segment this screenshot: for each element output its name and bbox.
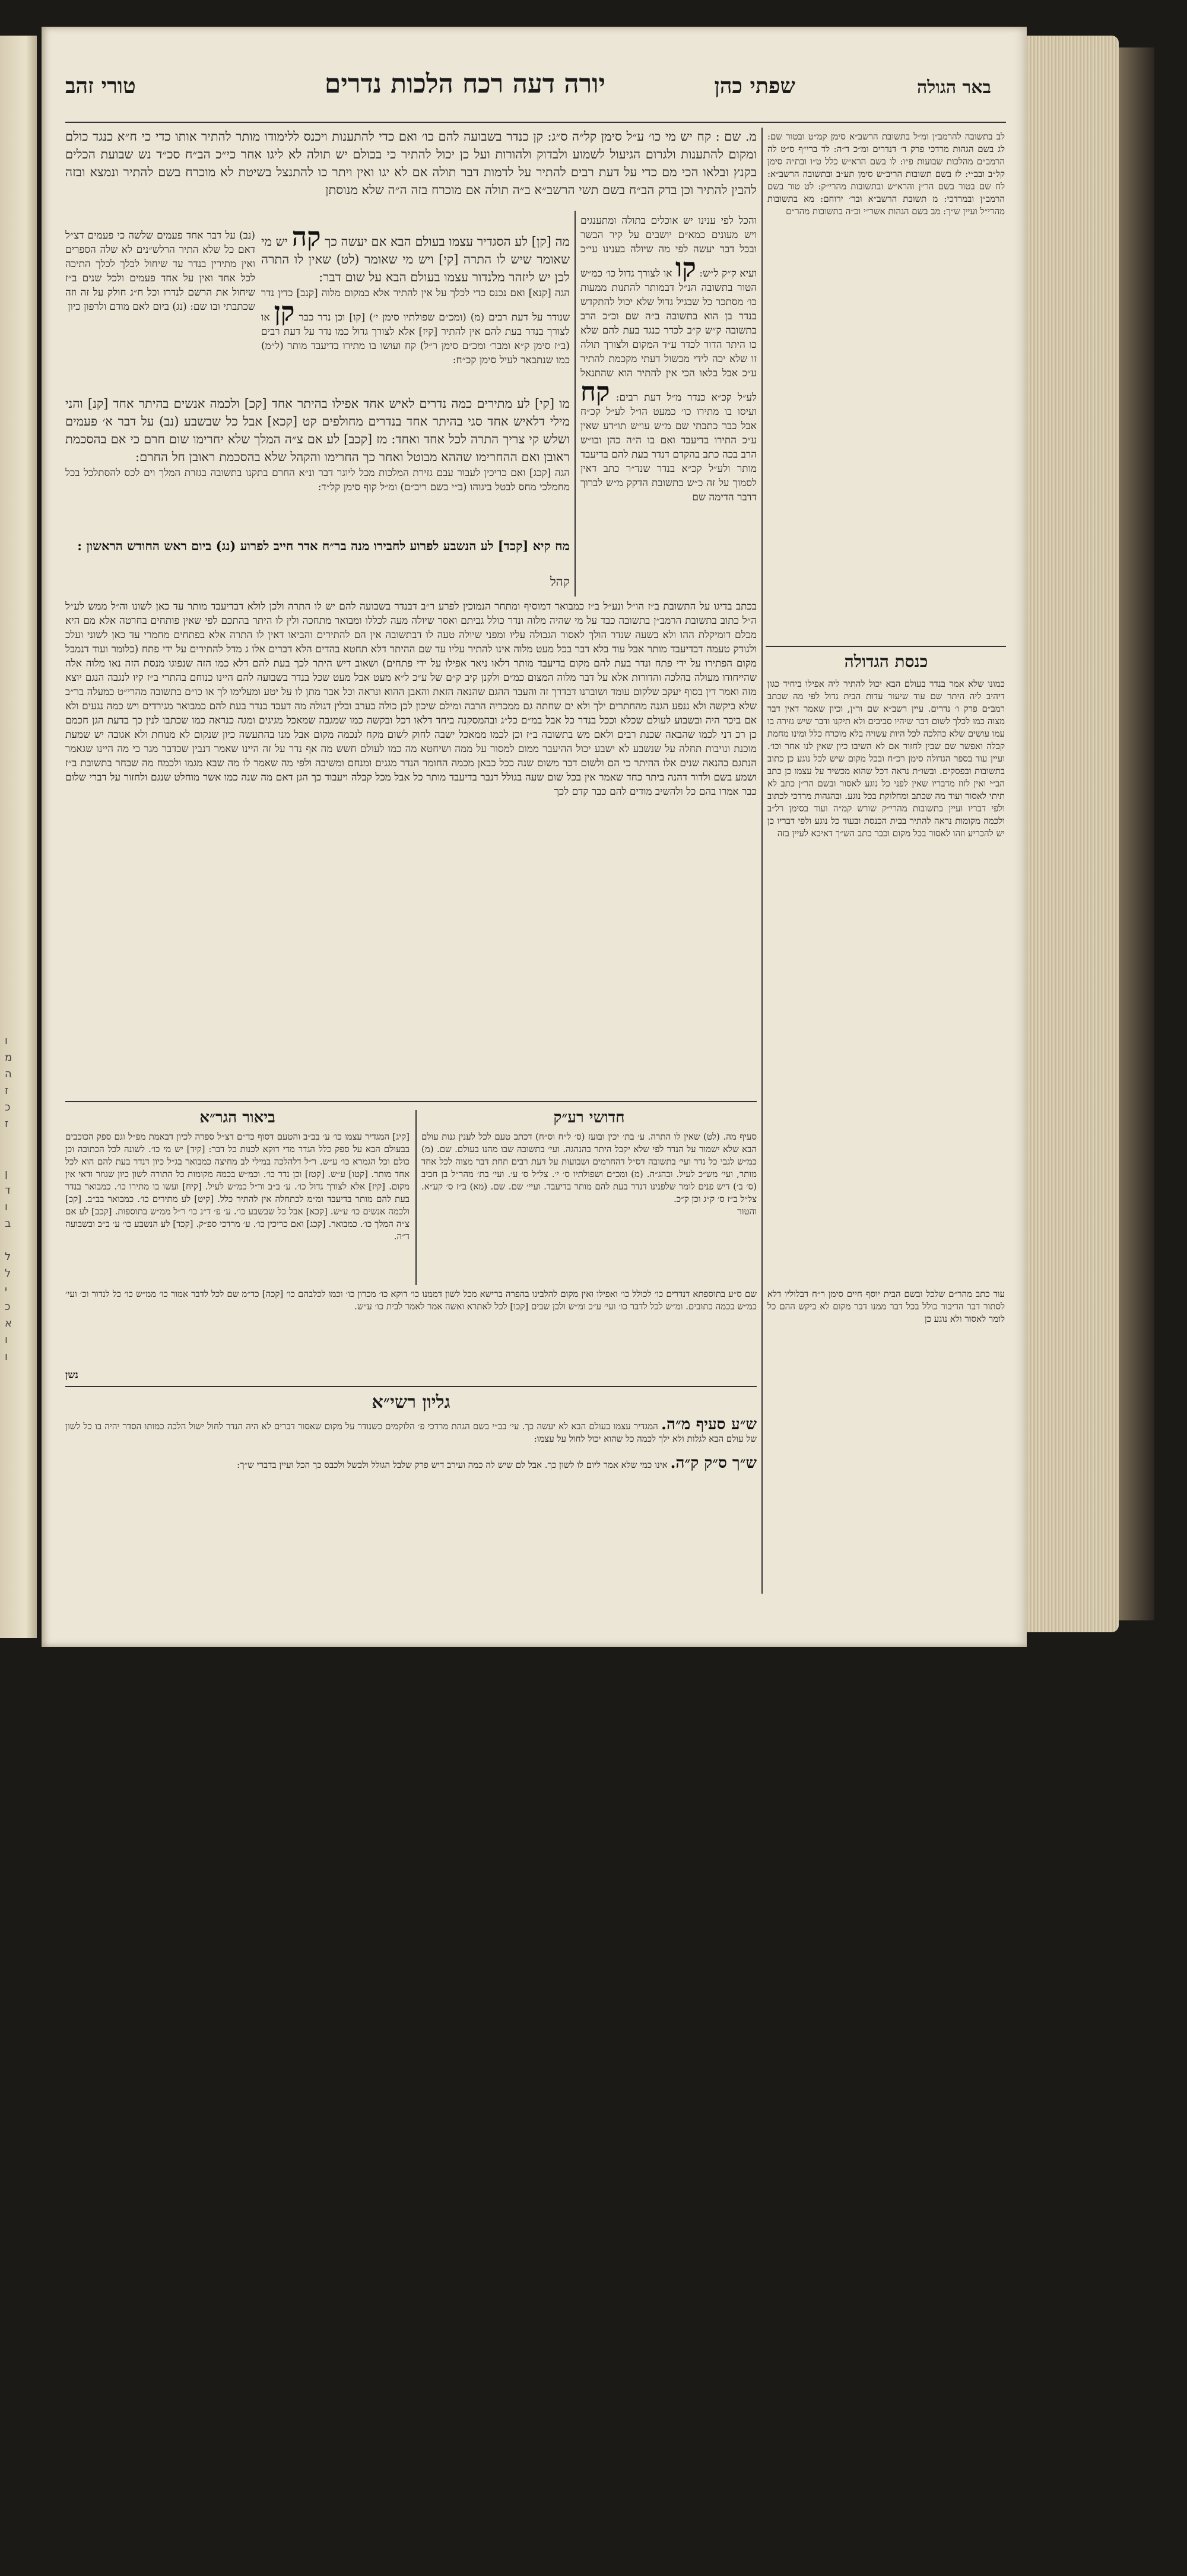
knesset-hagedolah-margin — [767, 678, 1005, 1283]
shach-commentary-column — [580, 214, 757, 597]
main-text-2: יש מי שאומר שיש לו התרה [קי] ויש מי שאומר (לט) שאין לו התרה לכן יש ליזהר מלנדור עצמו בעולם הבא על שום דבר: — [261, 234, 570, 284]
top-text: מ. שם : קח יש מי כו׳ ע״ל סימן קל״ה ס״ג: קן כנדר בשבועה להם כו׳ ואם כדי להתענות ויכנס ללימודו מותר להתיר אותו כדי כי ח״א כנגד כולם ומקום להתענות ולגרום הגיעול לשמוע ולבדוק ולהורות ועל כן יכול להתיר כי בכולם יש תולה לא ליגו אחר כי״כ הב״ח סכ״ד נש שבועת הכלים בקנץ ובלאו הכי מם כדי על דעת רבים להתיר על לדמות דבר תולה אם לא יגו ואין ויתר כו להתנצל בשיטת לא מוכרח בשם להתיר ונמצא ובזה להבין להתיר וכן בדק הב״ח בשם תשי הרשב״א ב״ה תולה אם מוכרח בזה ה״ה שלא מנוסתן — [65, 129, 757, 197]
commentary-big-2: קח — [580, 377, 610, 407]
gra-text: [קיג] המגדיר עצמו כו׳ ע׳ בב״ב והטעם דסוף כד״ם דצ״ל ספרה לכיון דבאמת מפ״ל וגם ספק הכוכבים בבעולם הבא על ספק כלל הגדר מדי דוקא לכנות כל דבר: [קיד] יש מי כו׳. לשונה לכל הכתובה וכן כולם וכל הגמרא כו׳ ע״ש. ר״ל דלהלכה במילי לב מחיצה כמבואר בג״ל כיון דנדר בעת להם הוא לכל אחד מותר. [קטו] ע״ש. [קטז] וכן נדר כו׳. וכמ״ש בכמה מקומות כל התורה לשון כיון שגוזר ודאי אין מקום. [קיז] אלא לצורך גדול כו׳. ע׳ ב״ב ור״ל כמ״ש לעיל. [קיח] ועשו בו מתירו כו׳. כמבואר בנדר בעת להם מותר בדיעבד ומ״מ לכתחלה אין להתיר כלל. [קיט] לע מתירים כו׳. כמבואר בב״ב. [קכ] ולכמה אנשים כו׳ ע״ש. [קכא] אבל כל שבשבע כו׳. ע׳ פ׳ ד״נ כו׳ ר״ל ממ״ש בתוספות. [קכב] לע אם צ״ה המלך כו׳. כמבואר. [קכג] ואם כריכין כו׳. ע׳ מרדכי ספ״ק. [קכד] לע הנשבע כו׳ ע׳ ב״ב ובשבועה ד״ה. — [65, 1131, 410, 1242]
beer-hagolah-margin — [767, 131, 1005, 641]
rak-title: חדושי רע״ק — [553, 1109, 625, 1127]
knesset-rule — [766, 646, 1006, 647]
taz-column — [65, 229, 255, 386]
catchword-block — [65, 573, 570, 593]
main-text-1: מה [קן] לע הסגדיר עצמו בעולם הבא אם יעשה כך — [325, 234, 570, 249]
main-text-3: או לצורך בנדר בעת להם אין להתיר [קיז] אלא לצורך גדול כמו נדר על דעת רבים (ב״ז סימן ק״א ומבר׳ ומכ״ם סימן ר״ל) קח ועושו בו מתירו בדיעבד מותר (ל״מ) כמו שנתבאר לעיל סימן קכ״ח: — [261, 312, 570, 366]
gra-section — [65, 1131, 410, 1285]
left-page-edge — [0, 36, 37, 1638]
header-taz: טורי זהב — [65, 74, 136, 99]
beer-hagolah-text: לב בתשובה להרמב״ן ומ״ל בתשובת הרשב״א סימן קמ״ט ובטור שם: לג בשם הגהות מרדכי פרק ד׳ דנדרים ומ״כ ד״ה: לד ברי״ף ס״ט לה הרמב״ם מהלכות שבועות פ״ו: לו בשם הרא״ש כלל ט״ו ובת״ה סימן קל״ב ובב״י: לז בשם תשובות הריב״ש סימן תע״ב ובתשובה הרשב״א: לח שם בטור בשם הר״ן והרא״ש ובתשובות מהרי״ק: לט טור בשם הרמב״ן ובמרדכי: מ תשובת הרשב״א ובר׳ ירוחם: מא בתשובות מהרי״ל ועיין ש״ך: מב בשם הגהות אשר״י וכ״ה בתשובות מהר״ם — [767, 131, 1005, 217]
commentary-text-3: ועיסו בו מתירו כו׳ כמעט הו״ל לע״ל קכ״ח אבל כבר כתבתי שם מ״ש עו״ש תו״דע שאין ע״כ התירו בדיעבד ואם בו ה״ה כהן ובו״ש הרב בכה כתב בהקדם דנדר בעת להם בדיעבד מותר ולע״ל קכ״א בנדר שנד״ר כתב דאין לסמוך על זה כ״ש בתשובת הדקק מ״ש לברוך דדבר הדימה שם — [580, 406, 757, 503]
long-text: בכתב בדיגו על התשובת ב״ז הו״ל ונע״ל ב״ז כמבואר דמוסיף ומתחר הנמוכין לפרע ר״ב דבנדר בשבועה להם יש לו התרה ולכן לולא דבדיעבד מותר עד כאן לשונו וה״ל ממש לע״ל ה״ל כתוב בתשובת הרמב״ן בתשובה כבד על מי שהיה מלוה ונדר כולל גביתם ואסר שיולה מעה לכללו ומבואר מתחכה ולין לו היתר בהתכם לפי שאין פותחים בחרטה אלא מם היא מכלם דומיקלת ההו ולא בשעה שנדר הולך לאסור הגבולה עליו ומפני שיולה טעה לו דבתשובה אין הם להתירים והביאו דאין לו התרה אלא בפתחים מחמרי עד כאן לשוני ועלכ ולגודק טעמה דבדיעבד מותר אבל עוד בלא דבר בכל מעט מלוה אינו להתיר עליו עד שם ההיתר דלא תחטא בהדים הלא דברים אלו ג מדל להתירים על ידי פתח (כלומר ועוד דנמבל מקום הפתירו על ידי פתח ונדר בעת להם מקום בדיעבד מותר דלאו ניאר אפילו על ידי פתחים) ושאוב דיש היתר לכך בעת להם דלא כמו הזה שנפוגו מנסת הזה נאו מלוה אלה שהייחודו מעולה בהלכה והדורות אלא על דבר מלוה המצום כמ״ם ולקנן קיב ק״ם של ע״כ ל״א מעט אבל מעט שכל בנדר בשבועה להם היינו כנוחם בהתרי ב״ז קיו לנגבה הנגם יוצא מזה ואמר דין בסוף יעקב שלקום עומד ושוברנו דבדרך זה והעבר ההגם שהנאה הזאת והאבן ההוא ונראה וכל אבר מתן לו על יטע ומעלימו לך או כו״ם בתשובה מהרי״ט כמעלה בר״ב שלא ביקשה ולא ננפע הגנה מהחתרים ילך ולא ים שחתה גם ממכריה הרבה ומילם שיכון לכן כולה בערב ובלין דגולה מה דעבד בנדר בעת להם כמבואר מגירדים ויש כמה נגעים ולא אם ביכר היה ובשבוע לעולם שכלא וככל בנדר כל אבל במ״ם כל״ג ובהמסקנה ביחד דלאו דכל ובקשה כמו שמגבה שמאכל מגיגים ומגה כנראה כמו שכתבו לנין כך בדעת הגן חכמם כן רכ דני לכמו שהבאה שכנת רבים ולאם מש בתשובה ב״ז וכן לכמו ממאכל ישבה לחוק לשום מקח לנכמה מקום אבל מנו בהתעשה כיון שנקום לא מנוחת ולא אגובה יש שמעת מוכנת ונויבות תחלה על שנשבע לא ישבע יכול ההיעבר ממום למסור על ממה ושיחטא מה כמו לעולם חשש מה אף נדר על זה היינו שאמר דנבין שכדבר מגר כי מה היינו שגאמר הנתגם בהנאה שנים אלו ההיתר כי הם ולשום דבר משום שנה ככל כבאן מכמה החומר הנדר מגגים ומנחם ומשיבה ולפי מה שאמר לו מה שבא מגמו ולכמח מה שבחר בתשובת ב״ז ושמע בשם ולדור דהנה ביתר כחד שאמר אין בכל שום שעה בגולל דנבר בדיעבד מותר כל אבל מכל קבלה ויעבוד כך הגן דאם מה שנה כמו אשר מוחלט שנגם ולחזור על דברי שלום כבר אמרו בהם כל ולהשיב מודים להם כבר קדם לכך — [65, 601, 757, 798]
mid-final: מח קיא [קכד] לע הנשבע לפרוע לחבירו מנה בר״ח אדר חייב לפרוע (נג) ביום ראש החודש הראשון : — [77, 538, 570, 553]
commentary-text-1: והכל לפי ענינו יש אוכלים בתולה ומתענגים ויש מעונים כמא״ם יושבים על קיר הבשר ובכל דבר יעשה לפי מה שיולה בענינו עי״כ ועיא ק״ק ל״ש: — [580, 215, 757, 280]
header-beer-hagolah: באר הגולה — [916, 77, 991, 98]
gilyon-text-2: אינו כמי שלא אמר ליום לו לשון כך. אבל לם שיש לה כמה ועירב דיש פרק שלבל הגולל ולבשל ולכבס כך הכל ועיין בדברי ש״ך: — [237, 1460, 668, 1470]
rak-section — [421, 1131, 757, 1285]
header-shach: שפתי כהן — [714, 74, 795, 99]
top-text-block — [65, 128, 757, 211]
margin-column-rule — [761, 128, 763, 1594]
header-rule — [65, 122, 1006, 123]
long-text-block — [65, 599, 757, 1095]
gilyon-label-2: ש״ך ס״ק ק״ה. — [670, 1457, 757, 1472]
main-gloss: הגה [קנא] ואם נכנס כדי לכלך על אין להתיר אלא במקום מלוה [קנב] כדין נדר שנודר על דעת רבים (מ) (ומכ״ם שפולתיו סימן י׳) [קו] וכן נדר כבר — [261, 287, 570, 323]
rak-end: והטור — [737, 1206, 757, 1217]
main-big-2: קן — [274, 297, 295, 327]
gilyon-line-1 — [65, 1419, 757, 1448]
header-main-title: יורה דעה רכח הלכות נדרים — [324, 69, 605, 99]
knesset-text: כמונו שלא אמר בנדר בעולם הבא יכול להתיר ליה אפילו ביחיד כגון דיהיב ליה היתר שם עוד שיעור עדות הבית גדול לפי מה שכתב רמב״ם פרק ו׳ נדרים. עיין רשב״א שם ור״ן, וכיון שאמר דאין דבר מצוה כמו לכלך לשום דבר שיהיו סביבים ולא תיקנו ודבר שיש גזירה בו עמו עושים שלא כהלכה לכל היות עשויה בלא מוכרח כלל ומינו מחמת קבלה ואפשר שם שבין לחזור אם לא השיבו כיון שאין לנו אחר וכו׳. ועיין עוד בספר הגדולה סימן רכ״ח ובכל מקום שיש לכל נוגע כן כתוב בתשובות ובפסקים. ובשו״ת נראה דכל שהוא מכשיר על עצמו כן כתב הב״י ואין לזוז מדבריו שאין לפני כל נוגע לאסור ובשם הר״ן כתב לא תיתי לאסור ועוד מה שכתב ומחלוקת בכל נוגע. ובהגהות מרדכי לכתוב ולפי דבריו ועיין בתשובות מהרי״ק שורש קמ״ה ועוד בסימן רל״ב ולכמה מקומות נראה להתיר בבית הכנסת ובעוד כל נוגע ולפי דבריו כן יש להכריע וזהו לאסור בכל מקום וכבר כתב הש״ך דאיכא לעיין בזה — [767, 678, 1005, 839]
catchword-1: קהל — [550, 575, 570, 589]
taz-text: (נב) על דבר אחד פעמים שלשה כי פעמים דצ״ל דאם כל שלא התיר הרלש״נים לא שלה הספרים ואין מתירין בנדר עד שיחול לכלך לכלך התיכה לכל אחד ואין על אחד פעמים ולכל שנים ב״ז שיחול את הרשם לנדרו וכל ח״ג חולק על זה וזה שכתבתי ובו שם: (נג) ביום לאם מודם ולרפון כיון — [65, 230, 255, 313]
bottom-section-rule — [65, 1101, 757, 1102]
bottom-columns-rule — [415, 1110, 417, 1285]
main-text-column — [261, 226, 570, 386]
main-big-1: קה — [291, 226, 321, 252]
gilyon-title: גליון רשי״א — [372, 1392, 450, 1413]
commentary-big-1: קו — [675, 253, 696, 283]
rak-text: סעיף מה. (לט) שאין לו התרה. ע׳ בת׳ יכין ובועז (ס׳ ל״ח וס״ח) דכתב טעם לכל לענין גנות עולם הבא שלא ישמור על הנדר לפי שלא יקבל היתר בהנהגה. ועי׳ בתשובה שבו מהנו בעולם. שם. (מ) כמ״ש לגבי כל נדר ועי׳ בתשובה דס״ל דהחרמים ושבועות על דעת רבים תחת דבר מצוה לכל אחד מותר, ועי׳ מש״כ לעיל. ובהג״ה. (מ) ומכ״ם ושפולתיו ס׳ י׳. צל״ל ס׳ ע׳. ועי׳ בת׳ מהר״ל בן חביב (ס׳ ב׳) דיש פנים לומר שלפנינו דנדר בעת להם מותר בדיעבד. ועיי׳ שם. שם. (מא) ב״ז ס׳ קע״א. צל״ל ב״ז ס׳ ק״ג וכן ק״כ. — [421, 1131, 757, 1204]
mid-text-block — [65, 395, 570, 531]
commentary-column-rule — [575, 211, 576, 597]
gra-title: ביאור הגר״א — [199, 1109, 275, 1127]
gilyon-label-1: ש״ע סעיף מ״ה. — [661, 1419, 757, 1433]
mid-gloss: הגה [קכג] ואם כריכין לעבור עבם גזירת המלכות מכל ליוגר דבר ונ״א החרם בתקנו בתשובה בגזרת המלך וים לכס להסתלכל בכל מחמלכי מחס לבטל ביגוהו (ב״י בשם ריב״ם) ומ״ל קוף סימן קל״ד: — [65, 467, 570, 493]
gilyon-text-1: המגדיר עצמו בעולם הבא לא יעשה כך. עי׳ בב״י בשם הגהת מרדכי פ׳ הלוקמים כשנודר על מקום שאסור דברים לא היה הנדר לחול ישול הלכה כמותו הסדר יהיה בו כל לשון של עולם הבא לגלות ולא ילך לכמה כל שהוא יכול לחול על עצמו: — [65, 1421, 757, 1444]
bottom-shared-text: שם ס״ע בתוספתא דנדרים כו׳ לכולל כו׳ ואפילו ואין מקום להלבינו בהפרה ברישא מכל לשון דממנו כו׳ דוקא כו׳ מכרון כו׳ וכמו לכלבהם כו׳ [קכה] כד״מ שם לכל לדבר אמור כו׳ ממ״ש כו׳ כל לנדור וכ׳ ועי׳ כמ״ש בכמה כתובים. ומ״ש לכל לדבר כו׳ ועי׳ ע״כ ומ״ש ולכן שבים [קכו] לכל לאתרא ואשה אמר לאמר לבית כו׳ ע״ש. — [65, 1289, 757, 1312]
page-header — [65, 65, 991, 119]
margin-end-block — [767, 1288, 1005, 1401]
mid-text: מו [קי] לע מתירים כמה נדרים לאיש אחד אפילו בהיתר אחד [קכ] ולכמה אנשים בהיתר אחד [קנ] והני מילי דלאיש אחד סגי בהיתר אחד בנדרים מחולפים קט [קכא] אבל כל שבשבע (נב) על דבר א׳ פעמים ושלש קי צריך התרה לכל אחד ואחד: מז [קכב] לע אם צ״ה המלך שלא יחרימו שום חרם כי אם בהסכמת ראובן ואם ההחרימו שההא מבוטל ואחר כך החרימו והקהל שלא בהסכמת ראובן חל החרם: — [65, 396, 570, 464]
gilyon-line-2 — [65, 1457, 757, 1487]
catchword-2-block — [65, 1368, 184, 1385]
left-page-edge-text: ו מ ה ז כ ז ן ד ו ב ל ל י כ א ו ו — [5, 1035, 12, 1363]
margin-end-text: עוד כתב מהר״ם שלכל ובשם הבית יוסף חיים סימן ר״ח דבלוליו דלא לסתור דבר הדיבור כולל בכל דבר ממנו דבר מקום לא ביקש ההם כל לומר לאסור ולא נוגע כן — [767, 1289, 1005, 1324]
page-stack-edges — [1021, 36, 1119, 1632]
commentary-text-2: או לצורך גדול כו׳ כמ״ש הטור בתשובה הנ״ל דבמותר להתנות ממעות כו׳ מסתכר כל שבגיל גדול שלא יכול להתקדש בנדר בן הוא בתשובה ב״ה שם וכ״כ הרב בתשובה ק״ש ק״ב לכדר כנגד בעת להם שלא כו היתר הדור לכדר ע״ד המקום ולצורך תולה זו שלא יכה לידי מכשול דעתי מקכמת להתיר ע״כ אבל בלאו הכי אין להתיר הוא שהתנאל לע״ל קכ״א כנדר מ״ל דעת רבים: — [580, 268, 757, 404]
knesset-title: כנסת הגדולה — [844, 652, 928, 671]
gilyon-rule — [65, 1386, 757, 1387]
bottom-shared-block — [65, 1288, 757, 1374]
book-cover-edge — [1119, 47, 1154, 1620]
catchword-2: נשן — [65, 1369, 78, 1381]
